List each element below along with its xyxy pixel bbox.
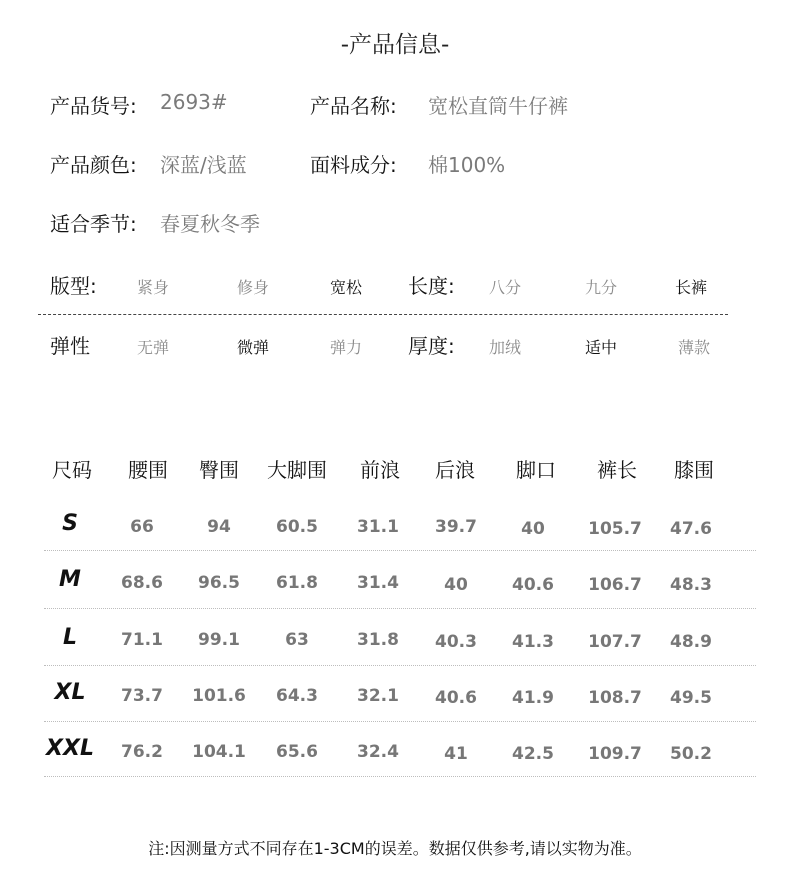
table-cell: 41.3 [512, 632, 554, 652]
table-cell: 71.1 [121, 630, 163, 650]
size-table-header: 脚口 [516, 458, 556, 482]
thickness-option: 加绒 [489, 338, 522, 357]
table-cell: 94 [207, 517, 231, 537]
row-divider [44, 608, 756, 609]
size-table-header: 裤长 [597, 458, 637, 482]
table-cell: 101.6 [192, 686, 246, 706]
size-table-header: 前浪 [360, 458, 400, 482]
table-cell: 41.9 [512, 688, 554, 708]
fabric-value: 棉100% [428, 153, 506, 177]
table-cell: 41 [444, 744, 468, 764]
table-cell: 64.3 [276, 686, 318, 706]
product-name-value: 宽松直筒牛仔裤 [428, 94, 568, 118]
table-cell: 40 [444, 575, 468, 595]
table-cell: 105.7 [588, 519, 642, 539]
size-table-header: 后浪 [435, 458, 475, 482]
length-option: 长裤 [675, 278, 708, 297]
table-cell: 48.9 [670, 632, 712, 652]
size-xxl: XXL [46, 736, 94, 761]
size-table-header: 臀围 [199, 458, 239, 482]
color-value: 深蓝/浅蓝 [160, 153, 247, 177]
fit-option: 紧身 [137, 278, 170, 297]
table-cell: 47.6 [670, 519, 712, 539]
color-label: 产品颜色: [50, 153, 137, 177]
row-divider [44, 665, 756, 666]
size-s: S [62, 511, 78, 536]
table-cell: 96.5 [198, 573, 240, 593]
length-label: 长度: [408, 274, 455, 298]
table-cell: 104.1 [192, 742, 246, 762]
table-cell: 40.3 [435, 632, 477, 652]
footnote: 注:因测量方式不同存在1-3CM的误差。数据仅供参考,请以实物为准。 [148, 839, 642, 858]
table-cell: 107.7 [588, 632, 642, 652]
thickness-option: 薄款 [678, 338, 711, 357]
table-cell: 49.5 [670, 688, 712, 708]
fabric-label: 面料成分: [310, 153, 397, 177]
stretch-option: 弹力 [330, 338, 363, 357]
table-cell: 106.7 [588, 575, 642, 595]
fit-option: 宽松 [330, 278, 363, 297]
item-number-value: 2693# [160, 90, 228, 114]
length-option: 八分 [489, 278, 522, 297]
season-label: 适合季节: [50, 212, 137, 236]
table-cell: 39.7 [435, 517, 477, 537]
size-table-header: 腰围 [128, 458, 168, 482]
stretch-option: 微弹 [237, 338, 270, 357]
size-m: M [59, 567, 81, 592]
divider [38, 314, 728, 315]
fit-label: 版型: [50, 274, 97, 298]
season-value: 春夏秋冬季 [160, 212, 260, 236]
size-table-header: 膝围 [674, 458, 714, 482]
table-cell: 42.5 [512, 744, 554, 764]
table-cell: 40.6 [512, 575, 554, 595]
table-cell: 40.6 [435, 688, 477, 708]
table-cell: 60.5 [276, 517, 318, 537]
size-l: L [62, 625, 78, 650]
row-divider [44, 721, 756, 722]
stretch-option: 无弹 [137, 338, 170, 357]
thickness-option: 适中 [585, 338, 618, 357]
row-divider [44, 550, 756, 551]
table-cell: 32.1 [357, 686, 399, 706]
row-divider [44, 776, 756, 777]
table-cell: 50.2 [670, 744, 712, 764]
size-xl: XL [54, 680, 86, 705]
table-cell: 31.4 [357, 573, 399, 593]
table-cell: 99.1 [198, 630, 240, 650]
table-cell: 108.7 [588, 688, 642, 708]
table-cell: 40 [521, 519, 545, 539]
thickness-label: 厚度: [408, 334, 455, 358]
table-cell: 65.6 [276, 742, 318, 762]
fit-option: 修身 [237, 278, 270, 297]
table-cell: 31.1 [357, 517, 399, 537]
table-cell: 48.3 [670, 575, 712, 595]
table-cell: 73.7 [121, 686, 163, 706]
length-option: 九分 [585, 278, 618, 297]
table-cell: 109.7 [588, 744, 642, 764]
page-title: -产品信息- [340, 32, 450, 58]
table-cell: 68.6 [121, 573, 163, 593]
table-cell: 66 [130, 517, 154, 537]
product-name-label: 产品名称: [310, 94, 397, 118]
table-cell: 63 [285, 630, 309, 650]
table-cell: 61.8 [276, 573, 318, 593]
size-table-header: 大脚围 [267, 458, 327, 482]
table-cell: 76.2 [121, 742, 163, 762]
stretch-label: 弹性 [50, 334, 90, 358]
table-cell: 32.4 [357, 742, 399, 762]
table-cell: 31.8 [357, 630, 399, 650]
size-table-header: 尺码 [52, 458, 92, 482]
item-number-label: 产品货号: [50, 94, 137, 118]
